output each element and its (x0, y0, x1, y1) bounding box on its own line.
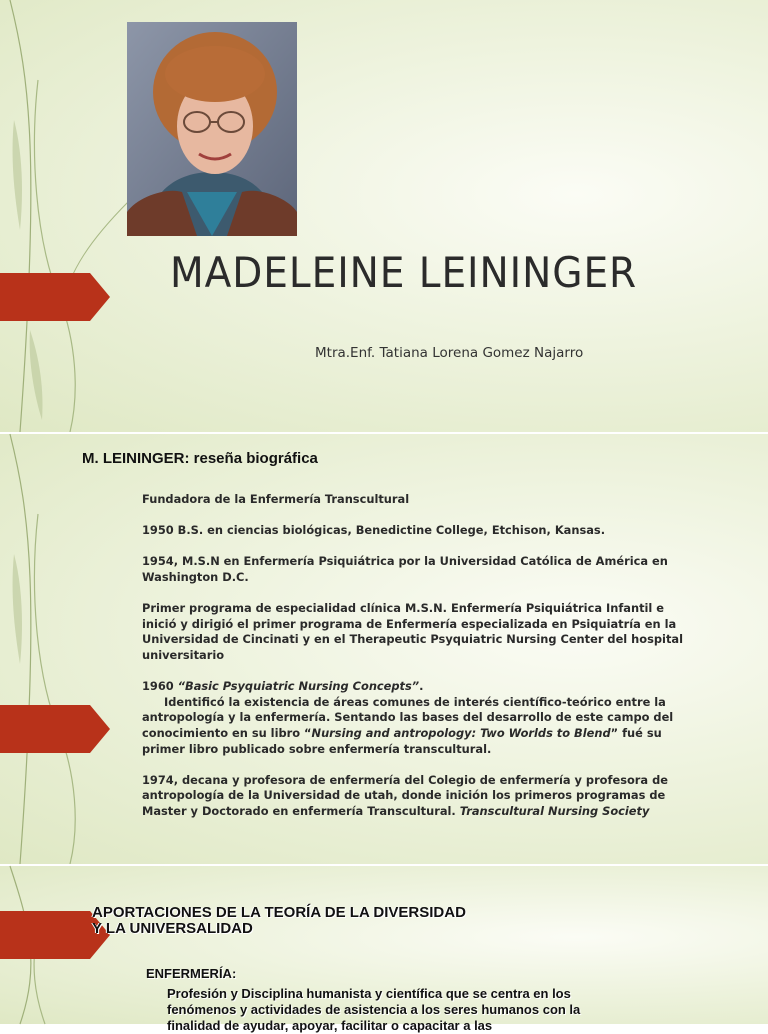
heading-line: Y LA UNIVERSALIDAD (92, 920, 253, 937)
accent-tab (0, 273, 110, 321)
bio-paragraph: 1950 B.S. en ciencias biológicas, Benedictine College, Etchison, Kansas. (142, 523, 606, 538)
definition-text: Profesión y Disciplina humanista y científica que se centra en los fenómenos y actividades de asistencia a los seres humanos con la finalidad de ayudar, apoyar, facilitar o capacitar a las (167, 986, 581, 1033)
bio-year: 1960 (142, 679, 178, 694)
bio-punct: . (419, 679, 424, 694)
bio-book-title: Nursing and antropology: Two Worlds to Blend (311, 725, 611, 740)
slide-biography (0, 434, 768, 864)
accent-tab (0, 705, 110, 753)
bio-paragraph (142, 679, 698, 695)
bio-text: 1974, decana y profesora de enfermería del Colegio de enfermería y profesora de antropología de la Universidad de utah, donde inición los primeros programas de Master y Doctorado en enfermería Transcultural. (142, 772, 668, 818)
section-heading: M. LEININGER: reseña biográfica (82, 450, 318, 467)
bio-text: ” fué su primer libro publicado sobre enfermería transcultural. (142, 725, 662, 756)
bio-paragraph: Fundadora de la Enfermería Transcultural (142, 492, 410, 506)
term-label: ENFERMERÍA: (146, 966, 237, 981)
bio-paragraph: 1954, M.S.N en Enfermería Psiquiátrica por la Universidad Católica de América en Washington D.C. (142, 554, 668, 584)
vine-decoration (0, 434, 120, 864)
slide-title (0, 0, 768, 432)
section-heading (92, 905, 466, 937)
bio-paragraph: Primer programa de especialidad clínica M.S.N. Enfermería Psiquiátrica Infantil e inició y dirigió el primer programa de Enfermería especializada en Psiquiatría en la Universidad de Cincinati y en el Therapeutic Psyquiatric Nursing Center del hospital universitario (142, 601, 683, 662)
bio-paragraph (142, 773, 698, 820)
biography-text (142, 492, 698, 835)
bio-book-title: “Basic Psyquiatric Nursing Concepts” (177, 679, 420, 694)
slide-contributions (0, 866, 768, 1033)
bio-text: Identificó la existencia de áreas comunes de interés científico-teórico entre la antropología y la enfermería. Sentando las bases del desarrollo de este campo del conocimiento en su libro “ (142, 694, 674, 740)
page-title: MADELEINE LEININGER (170, 248, 638, 297)
vine-decoration (0, 0, 120, 432)
bio-society: Transcultural Nursing Society (459, 803, 650, 818)
portrait-photo (127, 22, 297, 236)
bio-paragraph (142, 695, 698, 757)
heading-line: APORTACIONES DE LA TEORÍA DE LA DIVERSIDAD (92, 904, 466, 921)
author-subtitle: Mtra.Enf. Tatiana Lorena Gomez Najarro (315, 345, 584, 361)
